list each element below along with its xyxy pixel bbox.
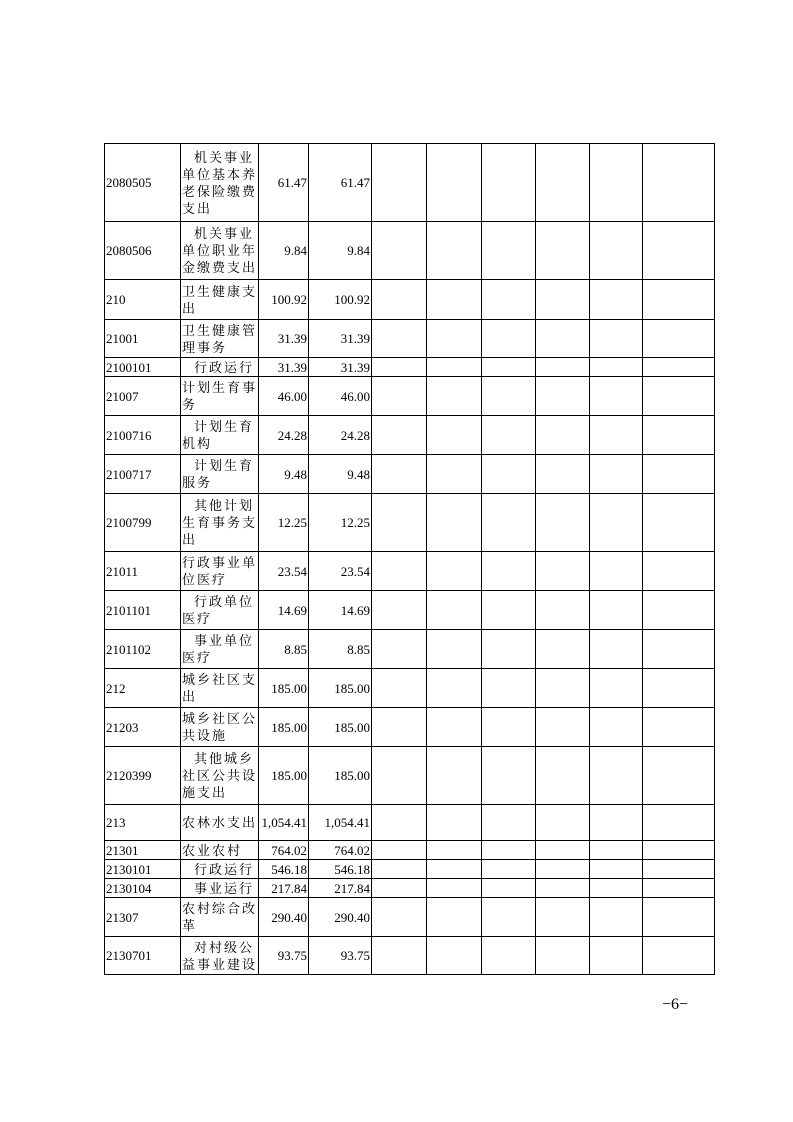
table-row — [105, 937, 715, 975]
basic-amount: 31.39 — [309, 358, 372, 377]
empty-cell — [427, 222, 482, 280]
subject-name: 行政运行 — [181, 860, 259, 879]
basic-amount: 290.40 — [309, 898, 372, 937]
basic-amount: 185.00 — [309, 669, 372, 708]
empty-cell — [372, 591, 427, 630]
empty-cell — [482, 879, 536, 898]
total-amount: 8.85 — [259, 630, 309, 669]
empty-cell — [427, 280, 482, 320]
subject-code: 210 — [105, 280, 181, 320]
total-amount: 61.47 — [259, 144, 309, 222]
empty-cell — [590, 455, 643, 494]
subject-code: 2130104 — [105, 879, 181, 898]
empty-cell — [590, 377, 643, 416]
subject-name: 城乡社区公共设施 — [181, 708, 259, 747]
table-row — [105, 669, 715, 708]
total-amount: 9.84 — [259, 222, 309, 280]
basic-amount: 24.28 — [309, 416, 372, 455]
empty-cell — [643, 144, 715, 222]
empty-cell — [536, 630, 590, 669]
empty-cell — [427, 416, 482, 455]
empty-cell — [482, 669, 536, 708]
total-amount: 764.02 — [259, 841, 309, 860]
subject-code: 2080506 — [105, 222, 181, 280]
subject-code: 213 — [105, 805, 181, 841]
total-amount: 546.18 — [259, 860, 309, 879]
basic-amount: 31.39 — [309, 320, 372, 358]
subject-name: 行政单位医疗 — [181, 591, 259, 630]
subject-code: 21203 — [105, 708, 181, 747]
empty-cell — [427, 494, 482, 552]
empty-cell — [372, 630, 427, 669]
basic-amount: 8.85 — [309, 630, 372, 669]
empty-cell — [482, 630, 536, 669]
subject-name: 农村综合改革 — [181, 898, 259, 937]
empty-cell — [427, 455, 482, 494]
empty-cell — [590, 937, 643, 975]
subject-code: 212 — [105, 669, 181, 708]
total-amount: 24.28 — [259, 416, 309, 455]
table-row — [105, 320, 715, 358]
table-row — [105, 494, 715, 552]
subject-code: 21001 — [105, 320, 181, 358]
total-amount: 12.25 — [259, 494, 309, 552]
empty-cell — [536, 879, 590, 898]
page-number: −6− — [662, 996, 689, 1013]
empty-cell — [590, 591, 643, 630]
empty-cell — [643, 358, 715, 377]
subject-code: 2130701 — [105, 937, 181, 975]
table-row — [105, 841, 715, 860]
empty-cell — [482, 222, 536, 280]
basic-amount: 1,054.41 — [309, 805, 372, 841]
subject-code: 21007 — [105, 377, 181, 416]
empty-cell — [643, 937, 715, 975]
empty-cell — [482, 377, 536, 416]
empty-cell — [643, 898, 715, 937]
basic-amount: 14.69 — [309, 591, 372, 630]
table-row — [105, 708, 715, 747]
empty-cell — [372, 860, 427, 879]
subject-code: 2100717 — [105, 455, 181, 494]
empty-cell — [372, 841, 427, 860]
empty-cell — [643, 841, 715, 860]
empty-cell — [590, 898, 643, 937]
total-amount: 185.00 — [259, 747, 309, 805]
empty-cell — [643, 552, 715, 591]
empty-cell — [643, 222, 715, 280]
total-amount: 31.39 — [259, 320, 309, 358]
subject-name: 机关事业单位职业年金缴费支出 — [181, 222, 259, 280]
empty-cell — [536, 591, 590, 630]
empty-cell — [536, 455, 590, 494]
subject-code: 2100799 — [105, 494, 181, 552]
basic-amount: 546.18 — [309, 860, 372, 879]
total-amount: 23.54 — [259, 552, 309, 591]
empty-cell — [427, 552, 482, 591]
table-row — [105, 377, 715, 416]
table-row — [105, 455, 715, 494]
total-amount: 185.00 — [259, 669, 309, 708]
empty-cell — [482, 747, 536, 805]
empty-cell — [643, 377, 715, 416]
empty-cell — [482, 455, 536, 494]
empty-cell — [536, 494, 590, 552]
subject-name: 行政事业单位医疗 — [181, 552, 259, 591]
total-amount: 14.69 — [259, 591, 309, 630]
table-row — [105, 630, 715, 669]
empty-cell — [536, 860, 590, 879]
empty-cell — [372, 222, 427, 280]
empty-cell — [590, 841, 643, 860]
table-body — [105, 144, 715, 975]
table-row — [105, 860, 715, 879]
empty-cell — [482, 320, 536, 358]
empty-cell — [590, 552, 643, 591]
subject-name: 农业农村 — [181, 841, 259, 860]
empty-cell — [372, 280, 427, 320]
total-amount: 217.84 — [259, 879, 309, 898]
empty-cell — [482, 552, 536, 591]
empty-cell — [372, 494, 427, 552]
subject-name: 卫生健康管理事务 — [181, 320, 259, 358]
empty-cell — [482, 898, 536, 937]
subject-name: 城乡社区支出 — [181, 669, 259, 708]
subject-name: 行政运行 — [181, 358, 259, 377]
table-row — [105, 879, 715, 898]
subject-code: 2100101 — [105, 358, 181, 377]
subject-code: 2101101 — [105, 591, 181, 630]
subject-code: 2101102 — [105, 630, 181, 669]
empty-cell — [482, 144, 536, 222]
empty-cell — [536, 320, 590, 358]
basic-amount: 46.00 — [309, 377, 372, 416]
empty-cell — [482, 860, 536, 879]
empty-cell — [372, 669, 427, 708]
subject-code: 2130101 — [105, 860, 181, 879]
empty-cell — [372, 552, 427, 591]
empty-cell — [643, 416, 715, 455]
empty-cell — [536, 805, 590, 841]
basic-amount: 12.25 — [309, 494, 372, 552]
subject-name: 其他城乡社区公共设施支出 — [181, 747, 259, 805]
empty-cell — [372, 358, 427, 377]
empty-cell — [427, 320, 482, 358]
empty-cell — [427, 669, 482, 708]
empty-cell — [427, 898, 482, 937]
empty-cell — [372, 320, 427, 358]
empty-cell — [536, 358, 590, 377]
empty-cell — [427, 708, 482, 747]
subject-code: 2120399 — [105, 747, 181, 805]
total-amount: 185.00 — [259, 708, 309, 747]
empty-cell — [482, 494, 536, 552]
empty-cell — [590, 669, 643, 708]
empty-cell — [643, 747, 715, 805]
subject-name: 其他计划生育事务支出 — [181, 494, 259, 552]
empty-cell — [590, 144, 643, 222]
empty-cell — [536, 708, 590, 747]
empty-cell — [536, 222, 590, 280]
subject-name: 事业单位医疗 — [181, 630, 259, 669]
empty-cell — [643, 320, 715, 358]
empty-cell — [427, 805, 482, 841]
empty-cell — [643, 455, 715, 494]
empty-cell — [427, 879, 482, 898]
total-amount: 9.48 — [259, 455, 309, 494]
empty-cell — [427, 144, 482, 222]
subject-code: 2080505 — [105, 144, 181, 222]
empty-cell — [643, 630, 715, 669]
empty-cell — [643, 280, 715, 320]
subject-code: 21011 — [105, 552, 181, 591]
empty-cell — [536, 377, 590, 416]
subject-code: 21301 — [105, 841, 181, 860]
total-amount: 290.40 — [259, 898, 309, 937]
total-amount: 46.00 — [259, 377, 309, 416]
empty-cell — [536, 144, 590, 222]
empty-cell — [372, 455, 427, 494]
empty-cell — [590, 805, 643, 841]
subject-name: 机关事业单位基本养老保险缴费支出 — [181, 144, 259, 222]
empty-cell — [536, 841, 590, 860]
basic-amount: 185.00 — [309, 747, 372, 805]
table-row — [105, 222, 715, 280]
basic-amount: 217.84 — [309, 879, 372, 898]
table-row — [105, 747, 715, 805]
empty-cell — [590, 320, 643, 358]
empty-cell — [590, 416, 643, 455]
empty-cell — [482, 841, 536, 860]
subject-code: 21307 — [105, 898, 181, 937]
empty-cell — [482, 280, 536, 320]
table-row — [105, 416, 715, 455]
subject-name: 计划生育服务 — [181, 455, 259, 494]
empty-cell — [372, 416, 427, 455]
basic-amount: 100.92 — [309, 280, 372, 320]
total-amount: 100.92 — [259, 280, 309, 320]
empty-cell — [590, 280, 643, 320]
basic-amount: 61.47 — [309, 144, 372, 222]
table-row — [105, 898, 715, 937]
empty-cell — [590, 708, 643, 747]
empty-cell — [643, 591, 715, 630]
empty-cell — [590, 358, 643, 377]
empty-cell — [536, 416, 590, 455]
subject-name: 事业运行 — [181, 879, 259, 898]
empty-cell — [372, 937, 427, 975]
table-row — [105, 280, 715, 320]
empty-cell — [590, 860, 643, 879]
empty-cell — [427, 841, 482, 860]
table-row — [105, 552, 715, 591]
subject-name: 计划生育事务 — [181, 377, 259, 416]
basic-amount: 764.02 — [309, 841, 372, 860]
empty-cell — [590, 222, 643, 280]
empty-cell — [372, 747, 427, 805]
budget-table — [104, 143, 715, 975]
empty-cell — [536, 937, 590, 975]
basic-amount: 9.84 — [309, 222, 372, 280]
empty-cell — [482, 416, 536, 455]
basic-amount: 23.54 — [309, 552, 372, 591]
empty-cell — [372, 805, 427, 841]
table-row — [105, 805, 715, 841]
empty-cell — [536, 280, 590, 320]
empty-cell — [536, 747, 590, 805]
empty-cell — [372, 879, 427, 898]
basic-amount: 93.75 — [309, 937, 372, 975]
subject-name: 卫生健康支出 — [181, 280, 259, 320]
empty-cell — [482, 805, 536, 841]
empty-cell — [482, 358, 536, 377]
basic-amount: 9.48 — [309, 455, 372, 494]
empty-cell — [427, 630, 482, 669]
total-amount: 93.75 — [259, 937, 309, 975]
empty-cell — [372, 708, 427, 747]
empty-cell — [643, 879, 715, 898]
empty-cell — [536, 552, 590, 591]
total-amount: 1,054.41 — [259, 805, 309, 841]
empty-cell — [372, 898, 427, 937]
subject-name: 农林水支出 — [181, 805, 259, 841]
empty-cell — [590, 630, 643, 669]
empty-cell — [643, 805, 715, 841]
empty-cell — [482, 708, 536, 747]
empty-cell — [427, 860, 482, 879]
empty-cell — [427, 358, 482, 377]
empty-cell — [536, 669, 590, 708]
empty-cell — [482, 937, 536, 975]
total-amount: 31.39 — [259, 358, 309, 377]
empty-cell — [372, 144, 427, 222]
empty-cell — [590, 747, 643, 805]
subject-name: 计划生育机构 — [181, 416, 259, 455]
table-row — [105, 591, 715, 630]
empty-cell — [590, 879, 643, 898]
empty-cell — [643, 860, 715, 879]
empty-cell — [590, 494, 643, 552]
empty-cell — [427, 747, 482, 805]
empty-cell — [482, 591, 536, 630]
table-row — [105, 144, 715, 222]
empty-cell — [536, 898, 590, 937]
basic-amount: 185.00 — [309, 708, 372, 747]
empty-cell — [372, 377, 427, 416]
empty-cell — [427, 377, 482, 416]
empty-cell — [427, 937, 482, 975]
empty-cell — [643, 494, 715, 552]
empty-cell — [427, 591, 482, 630]
subject-code: 2100716 — [105, 416, 181, 455]
table-row — [105, 358, 715, 377]
empty-cell — [643, 708, 715, 747]
empty-cell — [643, 669, 715, 708]
subject-name: 对村级公益事业建设 — [181, 937, 259, 975]
